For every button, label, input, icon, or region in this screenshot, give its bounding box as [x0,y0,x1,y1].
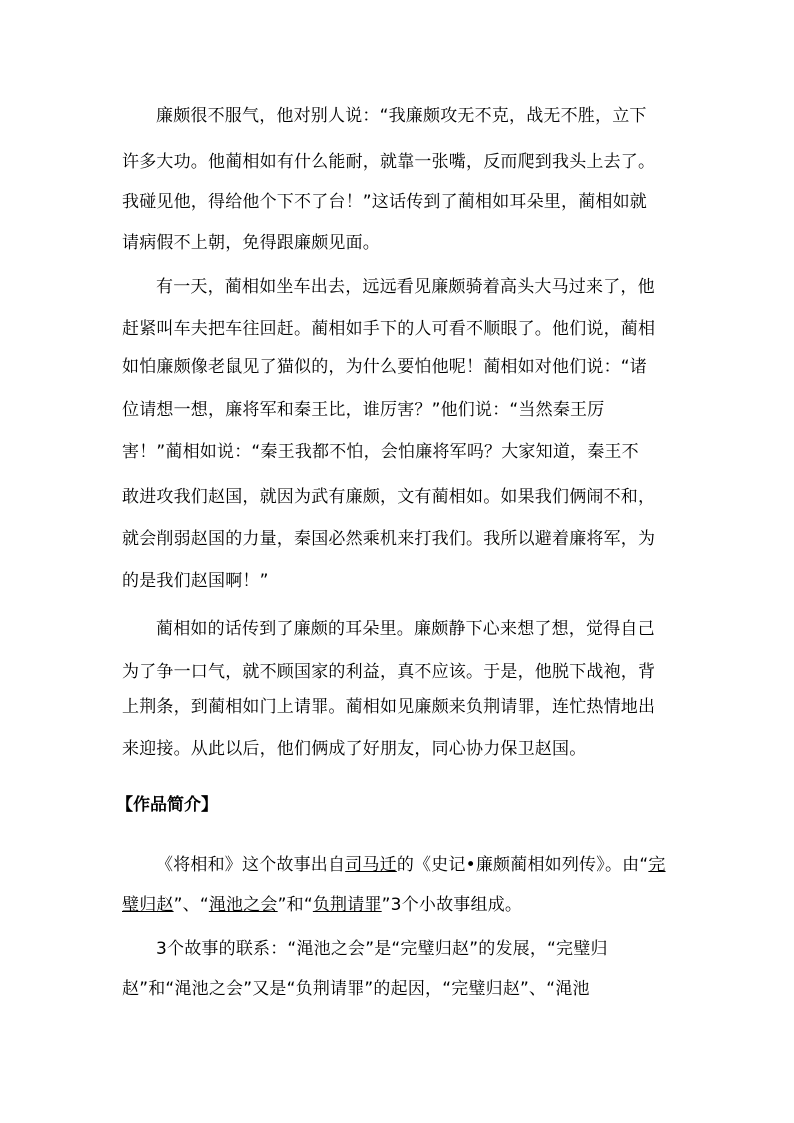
intro-text: 的《史记•廉颇蔺相如列传》。由“ [396,855,649,875]
relation-line-2: 赵”和“渑池之会”又是“负荆请罪”的起因，“完璧归赵”、“渑池 [122,979,590,999]
paragraph-2-line-7: 就会削弱赵国的力量，秦国必然乘机来打我们。我所以避着廉将军，为 [122,529,656,549]
intro-line-2 [122,893,522,917]
intro-text: ”、“ [173,895,209,915]
intro-text: ”和“ [277,895,313,915]
paragraph-3-line-2: 为了争一口气，就不顾国家的利益，真不应该。于是，他脱下战袍，背 [122,662,656,682]
paragraph-1-line-2: 许多大功。他蔺相如有什么能耐，就靠一张嘴，反而爬到我头上去了。 [122,152,656,172]
mianchi-zhihui-link[interactable]: 渑池之会 [208,895,278,915]
fujing-qingzui-link[interactable]: 负荆请罪 [312,895,382,915]
intro-text: ”3个小故事组成。 [381,895,523,915]
wanbi-guizhao-link[interactable]: 完 [648,855,666,875]
paragraph-3-line-3: 上荆条，到蔺相如门上请罪。蔺相如见廉颇来负荆请罪，连忙热情地出 [122,697,656,717]
paragraph-2-line-8: 的是我们赵国啊！” [122,571,269,591]
paragraph-3-line-1: 蔺相如的话传到了廉颇的耳朵里。廉颇静下心来想了想，觉得自己 [156,619,655,639]
paragraph-2-line-3: 如怕廉颇像老鼠见了猫似的，为什么要怕他呢！蔺相如对他们说：“诸 [122,357,648,377]
paragraph-1-line-4: 请病假不上朝，免得跟廉颇见面。 [122,233,380,253]
paragraph-1-line-1: 廉颇很不服气，他对别人说：“我廉颇攻无不克，战无不胜，立下 [156,106,647,126]
paragraph-2-line-2: 赶紧叫车夫把车往回赶。蔺相如手下的人可看不顺眼了。他们说，蔺相 [122,319,656,339]
paragraph-2-line-5: 害！”蔺相如说：“秦王我都不怕，会怕廉将军吗？大家知道，秦王不 [122,442,639,462]
paragraph-3-line-4: 来迎接。从此以后，他们俩成了好朋友，同心协力保卫赵国。 [122,739,587,759]
paragraph-2-line-4: 位请想一想，廉将军和秦王比，谁厉害？”他们说：“当然秦王厉 [122,400,605,420]
paragraph-2-line-6: 敢进攻我们赵国，就因为武有廉颇，文有蔺相如。如果我们俩闹不和， [122,487,656,507]
intro-line-1 [156,853,666,877]
wanbi-guizhao-link[interactable]: 璧归赵 [122,895,174,915]
paragraph-1-line-3: 我碰见他，得给他个下不了台！”这话传到了蔺相如耳朵里，蔺相如就 [122,192,648,212]
relation-line-1: 3个故事的联系：“渑池之会”是“完璧归赵”的发展，“完璧归 [156,939,608,959]
section-heading: 【作品简介】 [116,795,218,815]
intro-text: 《将相和》这个故事出自 [156,855,346,875]
paragraph-2-line-1: 有一天，蔺相如坐车出去，远远看见廉颇骑着高头大马过来了，他 [156,277,655,297]
sima-qian-link[interactable]: 司马迁 [345,855,397,875]
